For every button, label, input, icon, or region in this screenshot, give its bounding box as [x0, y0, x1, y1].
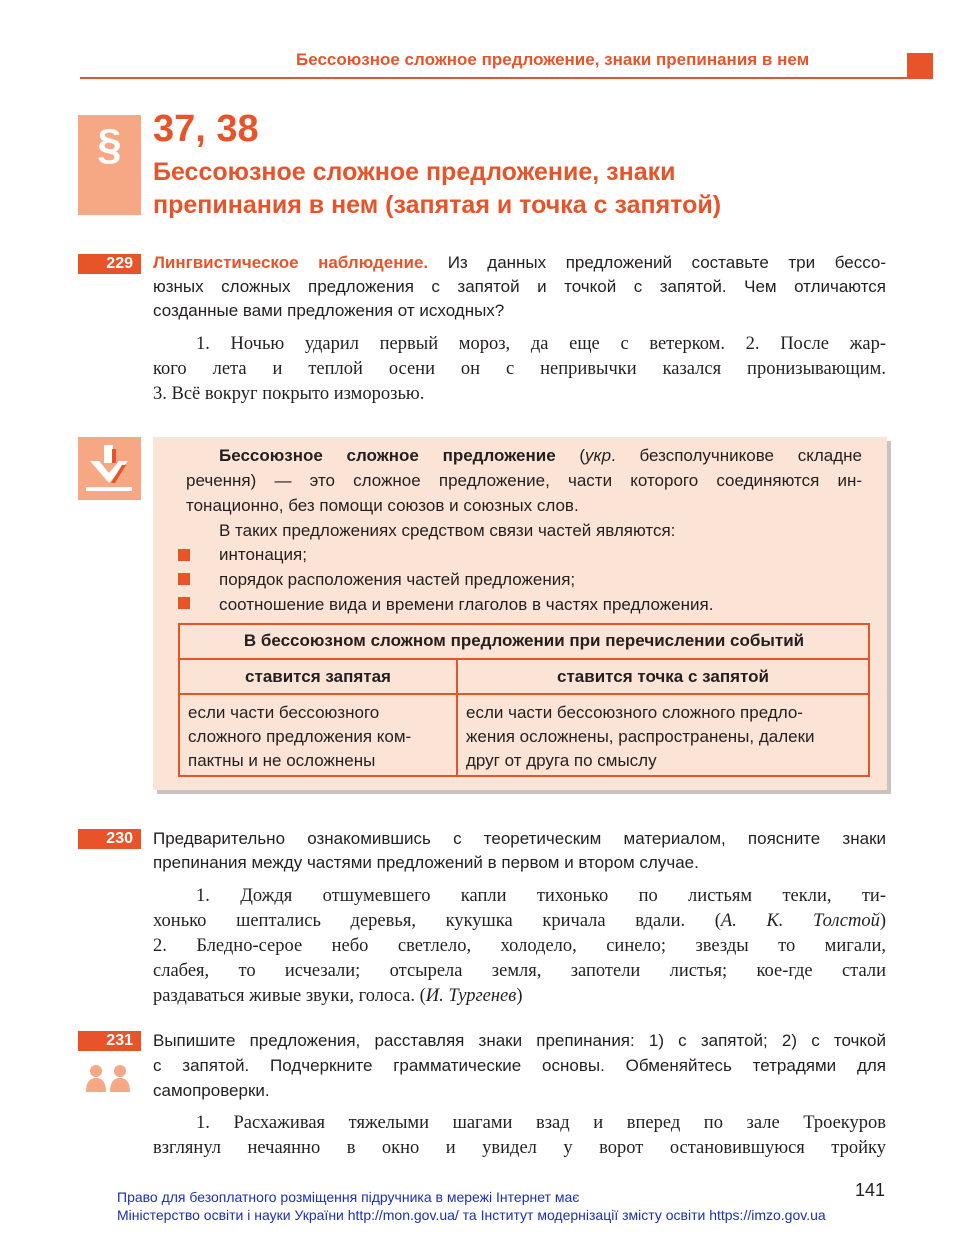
bullet-item: соотношение вида и времени глаголов в частях предложения.: [219, 595, 714, 614]
exercise-text: Выпишите предложения, расставляя знаки препинания: 1) с запятой; 2) с точкой: [153, 1031, 886, 1050]
footer-notice: Право для безоплатного розміщення підручника в мережі Інтернет має: [117, 1189, 580, 1205]
header-marker: [907, 53, 933, 79]
page-number: 141: [855, 1180, 886, 1200]
exercise-number: 229: [78, 254, 141, 274]
exercise-text: созданные вами предложения от исходных?: [153, 301, 505, 320]
example-text: 1. Ночью ударил первый мороз, да еще с ветерком. 2. После жар-: [196, 334, 886, 354]
bullet-icon: [178, 573, 190, 585]
rule-text: В таких предложениях средством связи частей являются:: [219, 521, 676, 540]
bullet-item: интонация;: [219, 545, 307, 564]
section-icon: §: [78, 115, 141, 215]
exercise-text: Предварительно ознакомившись с теоретическим материалом, поясните знаки: [153, 829, 886, 848]
section-title: Бессоюзное сложное предложение, знаки препинания в нем (запятая и точка с запятой): [153, 158, 722, 219]
table-caption: В бессоюзном сложном предложении при перечислении событий: [243, 631, 805, 650]
section-number: 37, 38: [153, 108, 259, 150]
rule-table: [178, 623, 870, 777]
table-header: ставится запятая: [245, 667, 391, 686]
example-text: 3. Всё вокруг покрыто изморозью.: [153, 384, 425, 404]
example-text: 1. Расхаживая тяжелыми шагами взад и вперед по зале Троекуров: [196, 1113, 886, 1133]
bullet-item: порядок расположения частей предложения;: [219, 570, 576, 589]
header-rule: [80, 77, 910, 79]
exercise-text: Лингвистическое наблюдение. Из данных предложений составьте три бессо-: [153, 253, 887, 272]
exercise-text: с запятой. Подчеркните грамматические основы. Обменяйтесь тетрадями для: [153, 1056, 886, 1075]
download-arrow-icon: [78, 437, 141, 500]
exercise-text: препинания между частями предложений в первом и втором случае.: [153, 853, 699, 872]
table-cell: если части бессоюзного сложного предложения ком- пактны и не осложнены: [188, 703, 412, 770]
example-text: слабея, то исчезали; отсырела земля, запотели листья; кое-где стали: [153, 961, 886, 981]
rule-text: речення) — это сложное предложение, части которого соединяются ин-: [186, 471, 862, 490]
table-header: ставится точка с запятой: [557, 667, 769, 686]
running-title: Бессоюзное сложное предложение, знаки препинания в нем: [296, 50, 810, 69]
example-text: взглянул нечаянно в окно и увидел у ворот остановившуюся тройку: [153, 1138, 886, 1158]
example-text: раздаваться живые звуки, голоса. (И. Тургенев): [153, 986, 523, 1006]
exercise-text: юзных сложных предложения с запятой и точкой с запятой. Чем отличаются: [153, 277, 886, 296]
bullet-icon: [178, 549, 190, 561]
bullet-icon: [178, 597, 190, 609]
exercise-number: 230: [78, 829, 141, 849]
exercise-number: 231: [78, 1031, 141, 1051]
rule-text: тонационно, без помощи союзов и союзных слов.: [186, 496, 579, 515]
example-text: кого лета и теплой осени он с непривычки казался пронизывающим.: [153, 359, 886, 379]
example-text: 2. Бледно-серое небо светлело, холодело, синело; звезды то мигали,: [153, 936, 886, 956]
table-cell: если части бессоюзного сложного предло- жения осложнены, распространены, далеки друг от друга по смыслу: [466, 703, 815, 770]
example-text: хонько шептались деревья, кукушка кричала вдали. (А. К. Толстой): [153, 911, 887, 931]
rule-text: Бессоюзное сложное предложение (укр. безсполучникове складне: [219, 446, 862, 465]
pair-work-icon: [84, 1064, 134, 1097]
exercise-text: самопроверки.: [153, 1081, 270, 1100]
footer-notice: Міністерство освіти і науки України http://mon.gov.ua/ та Інститут модернізації змісту освіти https://imzo.gov.ua: [117, 1207, 826, 1223]
example-text: 1. Дождя отшумевшего капли тихонько по листьям текли, ти-: [196, 886, 886, 906]
